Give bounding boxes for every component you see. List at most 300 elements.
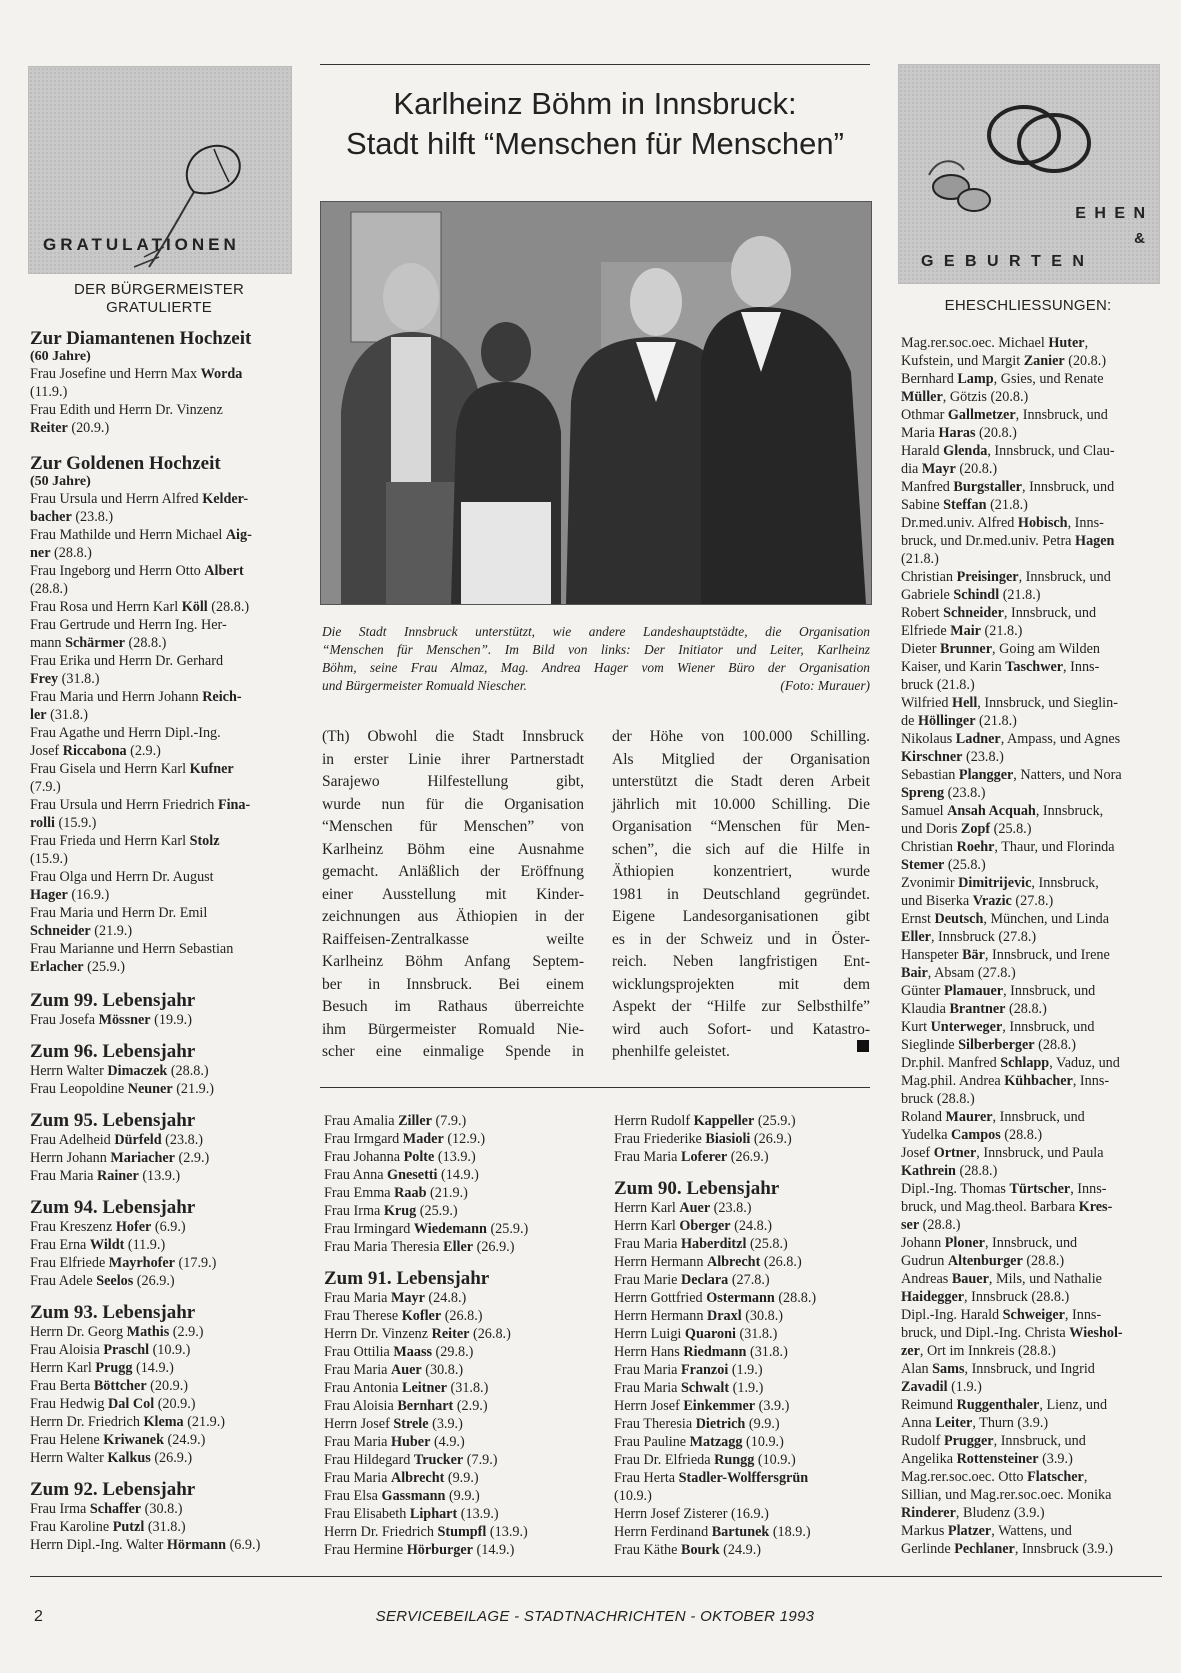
list-item (30, 1011, 294, 1029)
body-line: Organisation “Menschen für Men- (612, 818, 870, 835)
entry-text: (28.8.) (919, 1217, 961, 1233)
entry-text: Alan (901, 1361, 933, 1377)
entry-name: Schindl (953, 587, 1000, 603)
entry-text: (13.9.) (138, 1168, 181, 1184)
entry-text: Gerlinde (901, 1541, 955, 1557)
body-line: Besuch im Rathaus überreichte (322, 998, 584, 1015)
list-item (614, 1235, 874, 1253)
entry-text: Dr.med.univ. Alfred (901, 515, 1018, 531)
photo-caption (322, 623, 870, 695)
entry-text: , Innsbruck, und (1003, 605, 1097, 621)
marriage-line (901, 640, 1163, 658)
entry-text: (6.9.) (226, 1537, 261, 1553)
marriage-line (901, 748, 1163, 766)
entry-text: (24.9.) (163, 1432, 206, 1448)
entry-name: Mathis (126, 1324, 170, 1340)
list-item (614, 1415, 874, 1433)
marriage-line (901, 838, 1163, 856)
entry-name: bacher (30, 509, 72, 525)
marriage-line (901, 910, 1163, 928)
entry-text: (1.9.) (947, 1379, 982, 1395)
rings-icon (899, 65, 1159, 283)
entry-name: Oberger (679, 1218, 731, 1234)
article-headline (320, 84, 870, 164)
list-item (324, 1202, 594, 1220)
marriage-line (901, 1000, 1163, 1018)
list-item (30, 365, 294, 383)
marriage-line (901, 442, 1163, 460)
entry-text: , Innsbruck, und (992, 1109, 1085, 1125)
list-item (614, 1379, 874, 1397)
list-item (324, 1112, 594, 1130)
marriage-line (901, 802, 1163, 820)
entry-text: Frau Amalia (324, 1113, 399, 1129)
entry-text: (2.9.) (453, 1398, 488, 1414)
ehen-title: E H E N (1075, 205, 1147, 222)
list-item (324, 1166, 594, 1184)
marriage-line (901, 982, 1163, 1000)
entry-text: Herrn Johann (30, 1150, 111, 1166)
entry-text: Mag.rer.soc.oec. Otto (901, 1469, 1028, 1485)
list-item (30, 670, 294, 688)
entry-name: Burgstaller (953, 479, 1022, 495)
entry-text: , Thurn (3.9.) (972, 1415, 1049, 1431)
entry-text: (28.8.) (774, 1290, 817, 1306)
entry-text: bruck, und Dr.med.univ. Petra (901, 533, 1076, 549)
entry-name: Silberberger (958, 1037, 1035, 1053)
entry-name: Schneider (30, 923, 91, 939)
entry-name: Müller (901, 389, 943, 405)
marriage-line (901, 1054, 1163, 1072)
entry-text: Christian (901, 569, 957, 585)
entry-name: Rungg (714, 1452, 755, 1468)
list-item (614, 1253, 874, 1271)
entry-name: zer (901, 1343, 920, 1359)
marriage-line (901, 964, 1163, 982)
entry-text: , Bludenz (3.9.) (955, 1505, 1045, 1521)
left-section (30, 328, 294, 437)
entry-text: Frau Helene (30, 1432, 104, 1448)
entry-text: , Ampass, und Agnes (1000, 731, 1121, 747)
entry-name: Rinderer (901, 1505, 956, 1521)
entry-text: mann (30, 635, 66, 651)
section-title: Zum 95. Lebensjahr (30, 1110, 196, 1131)
list-item (324, 1148, 594, 1166)
entry-text: Frau Irma (324, 1203, 384, 1219)
list-item (324, 1238, 594, 1256)
body-line: Eigene Landesorganisationen gibt (612, 908, 870, 925)
body-line: unterstützt die Stadt deren Arbeit (612, 773, 870, 790)
entry-text: Josef (30, 743, 63, 759)
list-item (30, 634, 294, 652)
entry-text: de (901, 713, 918, 729)
entry-name: Kühbacher (1004, 1073, 1073, 1089)
entry-text: Frau Gisela und Herrn Karl (30, 761, 190, 777)
entry-text: Frau Irma (30, 1501, 90, 1517)
list-item (30, 562, 294, 580)
entry-text: Mag.phil. Andrea (901, 1073, 1005, 1089)
entry-text: (20.8.) (1064, 353, 1107, 369)
entry-text: , Innsbruck, und (1021, 479, 1115, 495)
list-item (614, 1469, 874, 1487)
entry-text: und Doris (901, 821, 961, 837)
entry-text: Sillian, und Mag.rer.soc.oec. Monika (901, 1487, 1112, 1503)
entry-name: Höllinger (917, 713, 976, 729)
entry-name: Vrazic (972, 893, 1012, 909)
entry-text: Frau Therese (324, 1308, 402, 1324)
amp-mark: & (1134, 230, 1145, 247)
entry-text: (23.8.) (161, 1132, 203, 1148)
entry-text: Reimund (901, 1397, 957, 1413)
section-title: Zur Goldenen Hochzeit (30, 453, 221, 474)
list-item (324, 1343, 594, 1361)
entry-text: (24.8.) (424, 1290, 467, 1306)
list-item (30, 401, 294, 419)
gratulationen-title: GRATULATIONEN (43, 235, 240, 254)
marriage-line (901, 874, 1163, 892)
entry-text: , Vaduz, und (1049, 1055, 1120, 1071)
entry-name: Wiedemann (413, 1221, 487, 1237)
entry-name: Schneider (943, 605, 1004, 621)
entry-name: Böttcher (93, 1378, 147, 1394)
entry-name: Schwalt (680, 1380, 730, 1396)
entry-text: Sebastian (901, 767, 959, 783)
section-title: Zum 91. Lebensjahr (324, 1268, 490, 1289)
entry-name: Ploner (944, 1235, 985, 1251)
entry-text: Frau Herta (614, 1470, 679, 1486)
entry-name: Huter (1048, 335, 1085, 351)
page-number: 2 (34, 1608, 43, 1625)
entry-text: (26.9.) (750, 1131, 792, 1147)
gratulationen-banner (28, 66, 292, 274)
entry-name: Campos (951, 1127, 1001, 1143)
entry-text: Herrn Dr. Georg (30, 1324, 127, 1340)
list-item (30, 724, 294, 742)
entry-name: Frey (30, 671, 59, 687)
entry-text: (15.9.) (30, 851, 68, 867)
list-item (614, 1397, 874, 1415)
entry-text: (25.9.) (486, 1221, 529, 1237)
section-91 (324, 1268, 594, 1559)
list-item (324, 1130, 594, 1148)
entry-name: Unterweger (930, 1019, 1003, 1035)
entry-text: Frau Friederike (614, 1131, 706, 1147)
body-line: jährlich mit 10.000 Schilling. Die (612, 795, 870, 813)
entry-text: Frau Maria (614, 1236, 681, 1252)
list-item (30, 1536, 294, 1554)
entry-name: Steffan (943, 497, 987, 513)
entry-text: (28.8.) (50, 545, 92, 561)
entry-name: Hörburger (406, 1542, 473, 1558)
entry-text: (3.9.) (1038, 1451, 1073, 1467)
entry-text: , (1084, 335, 1089, 351)
ehen-geburten-banner (898, 64, 1160, 284)
entry-text: Herrn Walter (30, 1450, 108, 1466)
entry-name: Haras (938, 425, 976, 441)
marriage-line (901, 424, 1163, 442)
entry-text: (20.9.) (67, 420, 110, 436)
caption-line3: Böhm, seine Frau Almaz, Mag. Andrea Hager vom Wiener Büro der Organisation (322, 660, 870, 675)
section-title: Zum 93. Lebensjahr (30, 1302, 196, 1323)
entry-text: (4.9.) (430, 1434, 465, 1450)
marriage-line (901, 1504, 1163, 1522)
list-item (30, 904, 294, 922)
entry-text: Frau Adele (30, 1273, 97, 1289)
entry-text: , Innsbruck, und (984, 1235, 1078, 1251)
marriage-line (901, 496, 1163, 514)
entry-text: (2.9.) (169, 1324, 204, 1340)
list-item (324, 1184, 594, 1202)
entry-name: Declara (680, 1272, 729, 1288)
entry-text: , Innsbruck, und (1015, 407, 1108, 423)
entry-text: , Wattens, und (991, 1523, 1072, 1539)
section-title: Zum 96. Lebensjahr (30, 1041, 196, 1062)
list-item (614, 1523, 874, 1541)
entry-text: , Innsbruck, und Ingrid (964, 1361, 1095, 1377)
end-mark-icon (857, 1040, 869, 1052)
entry-text: (27.8.) (1011, 893, 1054, 909)
entry-text: bruck (21.8.) (901, 677, 975, 693)
entry-text: Herrn Gottfried (614, 1290, 707, 1306)
marriage-line (901, 1144, 1163, 1162)
entry-text: (26.8.) (441, 1308, 483, 1324)
list-item (30, 814, 294, 832)
entry-text: (14.9.) (437, 1167, 479, 1183)
entry-name: Aig- (225, 527, 252, 543)
entry-name: Reiter (431, 1326, 470, 1342)
entry-name: Ortner (933, 1145, 977, 1161)
entry-text: (31.8.) (735, 1326, 778, 1342)
entry-name: Dal Col (108, 1396, 155, 1412)
entry-text: (26.8.) (469, 1326, 511, 1342)
entry-text: Günter (901, 983, 944, 999)
entry-text: Frau Marianne und Herrn Sebastian (30, 941, 234, 957)
entry-name: Hell (952, 695, 978, 711)
entry-text: Rudolf (901, 1433, 944, 1449)
entry-name: Taschwer (1005, 659, 1064, 675)
entry-text: (23.8.) (71, 509, 114, 525)
marriage-line (901, 1234, 1163, 1252)
entry-name: Hager (30, 887, 68, 903)
entry-name: Spreng (901, 785, 945, 801)
entry-text: (2.9.) (126, 743, 161, 759)
entry-text: (26.9.) (150, 1450, 193, 1466)
entry-name: Dürfeld (114, 1132, 162, 1148)
entry-name: Dietrich (695, 1416, 746, 1432)
entry-name: Auer (679, 1200, 711, 1216)
list-item (30, 1500, 294, 1518)
entry-text: (31.8.) (58, 671, 100, 687)
list-item (30, 778, 294, 796)
entry-name: Bair (901, 965, 928, 981)
entry-text: Herrn Josef (324, 1416, 394, 1432)
entry-name: Auer (390, 1362, 422, 1378)
entry-text: , Innsbruck, und (1002, 1019, 1095, 1035)
list-item (30, 544, 294, 562)
entry-name: Prugg (95, 1360, 133, 1376)
list-item (614, 1325, 874, 1343)
list-item (614, 1541, 874, 1559)
entry-text: Dipl.-Ing. Harald (901, 1307, 1003, 1323)
list-item (30, 1272, 294, 1290)
entry-text: Klaudia (901, 1001, 950, 1017)
section-subtitle: (50 Jahre) (30, 474, 91, 489)
entry-name: Putzl (112, 1519, 145, 1535)
left-subhead-line1: DER BÜRGERMEISTER (73, 281, 245, 298)
entry-name: ner (30, 545, 51, 561)
marriage-line (901, 586, 1163, 604)
entry-text: Sabine (901, 497, 944, 513)
list-item (30, 1254, 294, 1272)
entry-text: (1.9.) (729, 1380, 764, 1396)
marriage-line (901, 1306, 1163, 1324)
marriage-line (901, 856, 1163, 874)
marriage-line (901, 1216, 1163, 1234)
list-item (30, 850, 294, 868)
entry-text: , Innsbruck (28.8.) (964, 1289, 1070, 1305)
entry-text: (26.8.) (760, 1254, 802, 1270)
list-item (614, 1148, 874, 1166)
section-title: Zum 94. Lebensjahr (30, 1197, 196, 1218)
center-left-list (324, 1112, 594, 1559)
list-item (30, 383, 294, 401)
headline-line2: Stadt hilft “Menschen für Menschen” (346, 126, 844, 161)
entry-text: Frau Maria (324, 1290, 391, 1306)
entry-text: , Mils, und Nathalie (988, 1271, 1102, 1287)
entry-text: (13.9.) (486, 1524, 528, 1540)
body-line: Karlheinz Böhm Anfang Septem- (322, 953, 584, 970)
footer-text: SERVICEBEILAGE - STADTNACHRICHTEN - OKTOBER 1993 (375, 1608, 815, 1625)
entry-text: (21.9.) (183, 1414, 226, 1430)
marriage-line (901, 1180, 1163, 1198)
entry-text: Hanspeter (901, 947, 963, 963)
entry-text: Frau Hermine (324, 1542, 407, 1558)
list-item (324, 1451, 594, 1469)
marriage-line (901, 928, 1163, 946)
list-item (30, 1431, 294, 1449)
headline-line1: Karlheinz Böhm in Innsbruck: (393, 86, 797, 121)
entry-text: (30.8.) (421, 1362, 464, 1378)
body-line: schen”, die sich auf die Hilfe in (612, 840, 870, 858)
entry-name: Ansah Acquah (947, 803, 1036, 819)
entry-text: (25.8.) (944, 857, 986, 873)
entry-name: Türtscher (1009, 1181, 1071, 1197)
entry-text: Dr.phil. Manfred (901, 1055, 1001, 1071)
entry-text: Frau Elsa (324, 1488, 382, 1504)
entry-text: (21.9.) (172, 1081, 215, 1097)
list-item (324, 1379, 594, 1397)
list-item (30, 652, 294, 670)
body-line: (Th) Obwohl die Stadt Innsbruck (322, 728, 584, 745)
entry-text: (13.9.) (434, 1149, 476, 1165)
entry-name: Leitner (402, 1380, 447, 1396)
entry-text: Harald (901, 443, 944, 459)
marriage-line (901, 1342, 1163, 1360)
entry-name: Pechlaner (954, 1541, 1015, 1557)
list-item (30, 868, 294, 886)
entry-text: dia (901, 461, 922, 477)
marriage-line (901, 478, 1163, 496)
entry-text: (21.8.) (980, 623, 1023, 639)
list-item (30, 1359, 294, 1377)
entry-text: Frau Hedwig (30, 1396, 109, 1412)
entry-text: Dieter (901, 641, 940, 657)
entry-text: (24.9.) (719, 1542, 761, 1558)
entry-text: , Inns- (1070, 1181, 1107, 1197)
list-item (614, 1343, 874, 1361)
entry-text: , Innsbruck, und Irene (984, 947, 1110, 963)
entry-name: Glenda (943, 443, 988, 459)
list-item (614, 1433, 874, 1451)
entry-text: bruck, und Dipl.-Ing. Christa (901, 1325, 1070, 1341)
entry-text: (31.8.) (46, 707, 88, 723)
entry-name: Mariacher (110, 1150, 175, 1166)
marriage-line (901, 658, 1163, 676)
entry-name: Draxl (706, 1308, 742, 1324)
entry-text: bruck, und Mag.theol. Barbara (901, 1199, 1079, 1215)
body-line: zeichnungen aus Äthiopien in der (322, 908, 584, 925)
list-item (30, 598, 294, 616)
entry-text: (26.9.) (133, 1273, 175, 1289)
entry-text: (15.9.) (54, 815, 97, 831)
entry-text: , Inns- (1067, 515, 1104, 531)
marriage-line (901, 568, 1163, 586)
entry-text: (1.9.) (728, 1362, 763, 1378)
list-item (30, 922, 294, 940)
entry-name: Loferer (680, 1149, 728, 1165)
entry-text: , Ort im Innkreis (28.8.) (919, 1343, 1056, 1359)
entry-text: (16.9.) (67, 887, 110, 903)
entry-text: (20.9.) (154, 1396, 196, 1412)
body-line: der Höhe von 100.000 Schilling. (612, 728, 870, 745)
list-item (30, 958, 294, 976)
list-item (30, 742, 294, 760)
entry-name: Hagen (1075, 533, 1115, 549)
entry-name: Seelos (96, 1273, 134, 1289)
entry-name: Ostermann (706, 1290, 775, 1306)
entry-text: (28.8.) (167, 1063, 209, 1079)
entry-name: Kelder- (202, 491, 249, 507)
marriage-line (901, 676, 1163, 694)
entry-name: Kres- (1078, 1199, 1113, 1215)
entry-text: Robert (901, 605, 944, 621)
left-section (30, 1197, 294, 1290)
entry-text: (10.9.) (614, 1488, 652, 1504)
body-line: Karlheinz Böhm eine Ausnahme (322, 840, 584, 858)
entry-text: Frau Aloisia (30, 1342, 104, 1358)
marriage-line (901, 1450, 1163, 1468)
marriage-line (901, 1396, 1163, 1414)
entry-text: Gabriele (901, 587, 954, 603)
entry-text: (19.9.) (150, 1012, 192, 1028)
list-item (30, 490, 294, 508)
entry-text: Kufstein, und Margit (901, 353, 1024, 369)
left-subhead (28, 281, 290, 317)
left-subhead-line2: GRATULIERTE (106, 299, 212, 316)
entry-text: , Inns- (1064, 1307, 1102, 1323)
entry-text: Frau Erika und Herrn Dr. Gerhard (30, 653, 224, 669)
marriage-line (901, 1198, 1163, 1216)
list-item (30, 580, 294, 598)
entry-text: (28.8.) (124, 635, 167, 651)
list-item (614, 1451, 874, 1469)
body-line: Aspekt der “Hilfe zur Selbsthilfe” (612, 998, 870, 1015)
entry-name: Erlacher (30, 959, 84, 975)
entry-name: Lamp (957, 371, 994, 387)
entry-text: , Götzis (20.8.) (942, 389, 1029, 405)
list-item (614, 1487, 874, 1505)
entry-text: (3.9.) (755, 1398, 790, 1414)
